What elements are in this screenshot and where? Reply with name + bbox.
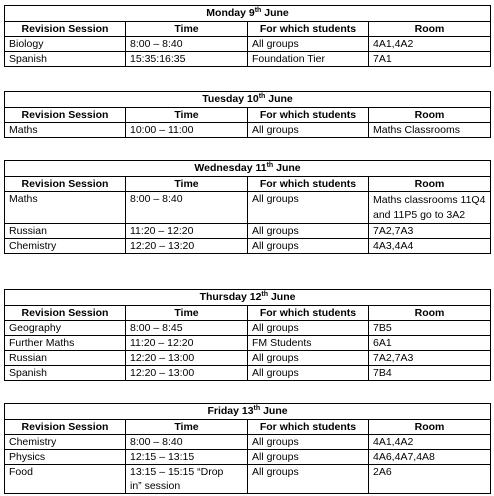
day-month: June [273,162,301,174]
day-name: Tuesday 10 [202,93,259,105]
day-name: Wednesday 11 [194,162,267,174]
session-cell: Spanish [5,52,126,67]
room-cell: Maths Classrooms [369,123,491,138]
day-name: Thursday 12 [199,291,262,303]
header-students: For which students [248,177,369,192]
friday-table [4,403,491,494]
students-cell: All groups [248,450,369,465]
session-cell: Food [5,465,126,494]
table-row [5,465,491,494]
table-row [5,351,491,366]
header-session: Revision Session [5,420,126,435]
header-row [5,306,491,321]
students-cell: All groups [248,192,369,224]
room-cell: 4A3,4A4 [369,239,491,254]
table-row [5,336,491,351]
time-cell: 10:00 – 11:00 [126,123,248,138]
students-cell: Foundation Tier [248,52,369,67]
room-cell: 2A6 [369,465,491,494]
header-row [5,22,491,37]
day-month: June [260,405,288,417]
students-cell: All groups [248,224,369,239]
students-cell: All groups [248,239,369,254]
session-cell: Russian [5,351,126,366]
time-cell: 8:00 – 8:45 [126,321,248,336]
day-month: June [261,7,289,19]
header-row [5,108,491,123]
day-suffix: th [253,405,261,412]
header-row [5,177,491,192]
day-title-row [5,290,491,306]
students-cell: All groups [248,465,369,494]
session-cell: Physics [5,450,126,465]
time-cell: 12:20 – 13:00 [126,351,248,366]
day-title [5,290,491,306]
header-session: Revision Session [5,306,126,321]
students-cell: All groups [248,366,369,381]
day-suffix: th [254,7,262,14]
day-suffix: th [266,162,274,169]
header-row [5,420,491,435]
room-cell: 7B4 [369,366,491,381]
header-students: For which students [248,22,369,37]
header-room: Room [369,306,491,321]
table-row [5,192,491,224]
room-cell: 4A1,4A2 [369,37,491,52]
day-title-row [5,404,491,420]
time-cell: 8:00 – 8:40 [126,435,248,450]
day-title-row [5,161,491,177]
table-row [5,321,491,336]
time-cell: 12:20 – 13:00 [126,366,248,381]
students-cell: FM Students [248,336,369,351]
day-suffix: th [261,291,269,298]
students-cell: All groups [248,435,369,450]
table-row [5,52,491,67]
table-row [5,450,491,465]
session-cell: Maths [5,192,126,224]
day-suffix: th [258,93,266,100]
day-name: Friday 13 [207,405,254,417]
table-row [5,435,491,450]
table-row [5,239,491,254]
header-time: Time [126,108,248,123]
tuesday-table [4,91,491,138]
time-cell: 12:20 – 13:20 [126,239,248,254]
day-month: June [265,93,293,105]
header-room: Room [369,22,491,37]
day-title-row [5,6,491,22]
time-cell: 11:20 – 12:20 [126,224,248,239]
session-cell: Maths [5,123,126,138]
time-cell: 15:35:16:35 [126,52,248,67]
room-cell: 4A6,4A7,4A8 [369,450,491,465]
header-time: Time [126,22,248,37]
table-row [5,123,491,138]
header-session: Revision Session [5,22,126,37]
day-title-row [5,92,491,108]
header-session: Revision Session [5,177,126,192]
header-room: Room [369,108,491,123]
day-title [5,404,491,420]
room-cell: Maths classrooms 11Q4 and 11P5 go to 3A2 [369,192,491,224]
room-cell: 7A1 [369,52,491,67]
wednesday-table [4,160,491,254]
header-room: Room [369,177,491,192]
room-cell: 4A1,4A2 [369,435,491,450]
monday-table [4,5,491,67]
room-cell: 7A2,7A3 [369,224,491,239]
header-time: Time [126,420,248,435]
day-title [5,161,491,177]
header-students: For which students [248,108,369,123]
time-cell: 12:15 – 13:15 [126,450,248,465]
session-cell: Biology [5,37,126,52]
time-cell: 8:00 – 8:40 [126,192,248,224]
session-cell: Geography [5,321,126,336]
time-cell: 13:15 – 15:15 “Drop in” session [126,465,248,494]
room-cell: 7A2,7A3 [369,351,491,366]
table-row [5,366,491,381]
time-cell: 8:00 – 8:40 [126,37,248,52]
day-title [5,92,491,108]
room-cell: 6A1 [369,336,491,351]
students-cell: All groups [248,321,369,336]
header-students: For which students [248,420,369,435]
session-cell: Chemistry [5,239,126,254]
session-cell: Russian [5,224,126,239]
students-cell: All groups [248,37,369,52]
table-row [5,37,491,52]
session-cell: Further Maths [5,336,126,351]
header-session: Revision Session [5,108,126,123]
header-time: Time [126,306,248,321]
table-row [5,224,491,239]
time-cell: 11:20 – 12:20 [126,336,248,351]
header-students: For which students [248,306,369,321]
header-time: Time [126,177,248,192]
day-month: June [268,291,296,303]
day-name: Monday 9 [206,7,255,19]
room-cell: 7B5 [369,321,491,336]
thursday-table [4,289,491,381]
session-cell: Chemistry [5,435,126,450]
day-title [5,6,491,22]
session-cell: Spanish [5,366,126,381]
header-room: Room [369,420,491,435]
students-cell: All groups [248,351,369,366]
students-cell: All groups [248,123,369,138]
